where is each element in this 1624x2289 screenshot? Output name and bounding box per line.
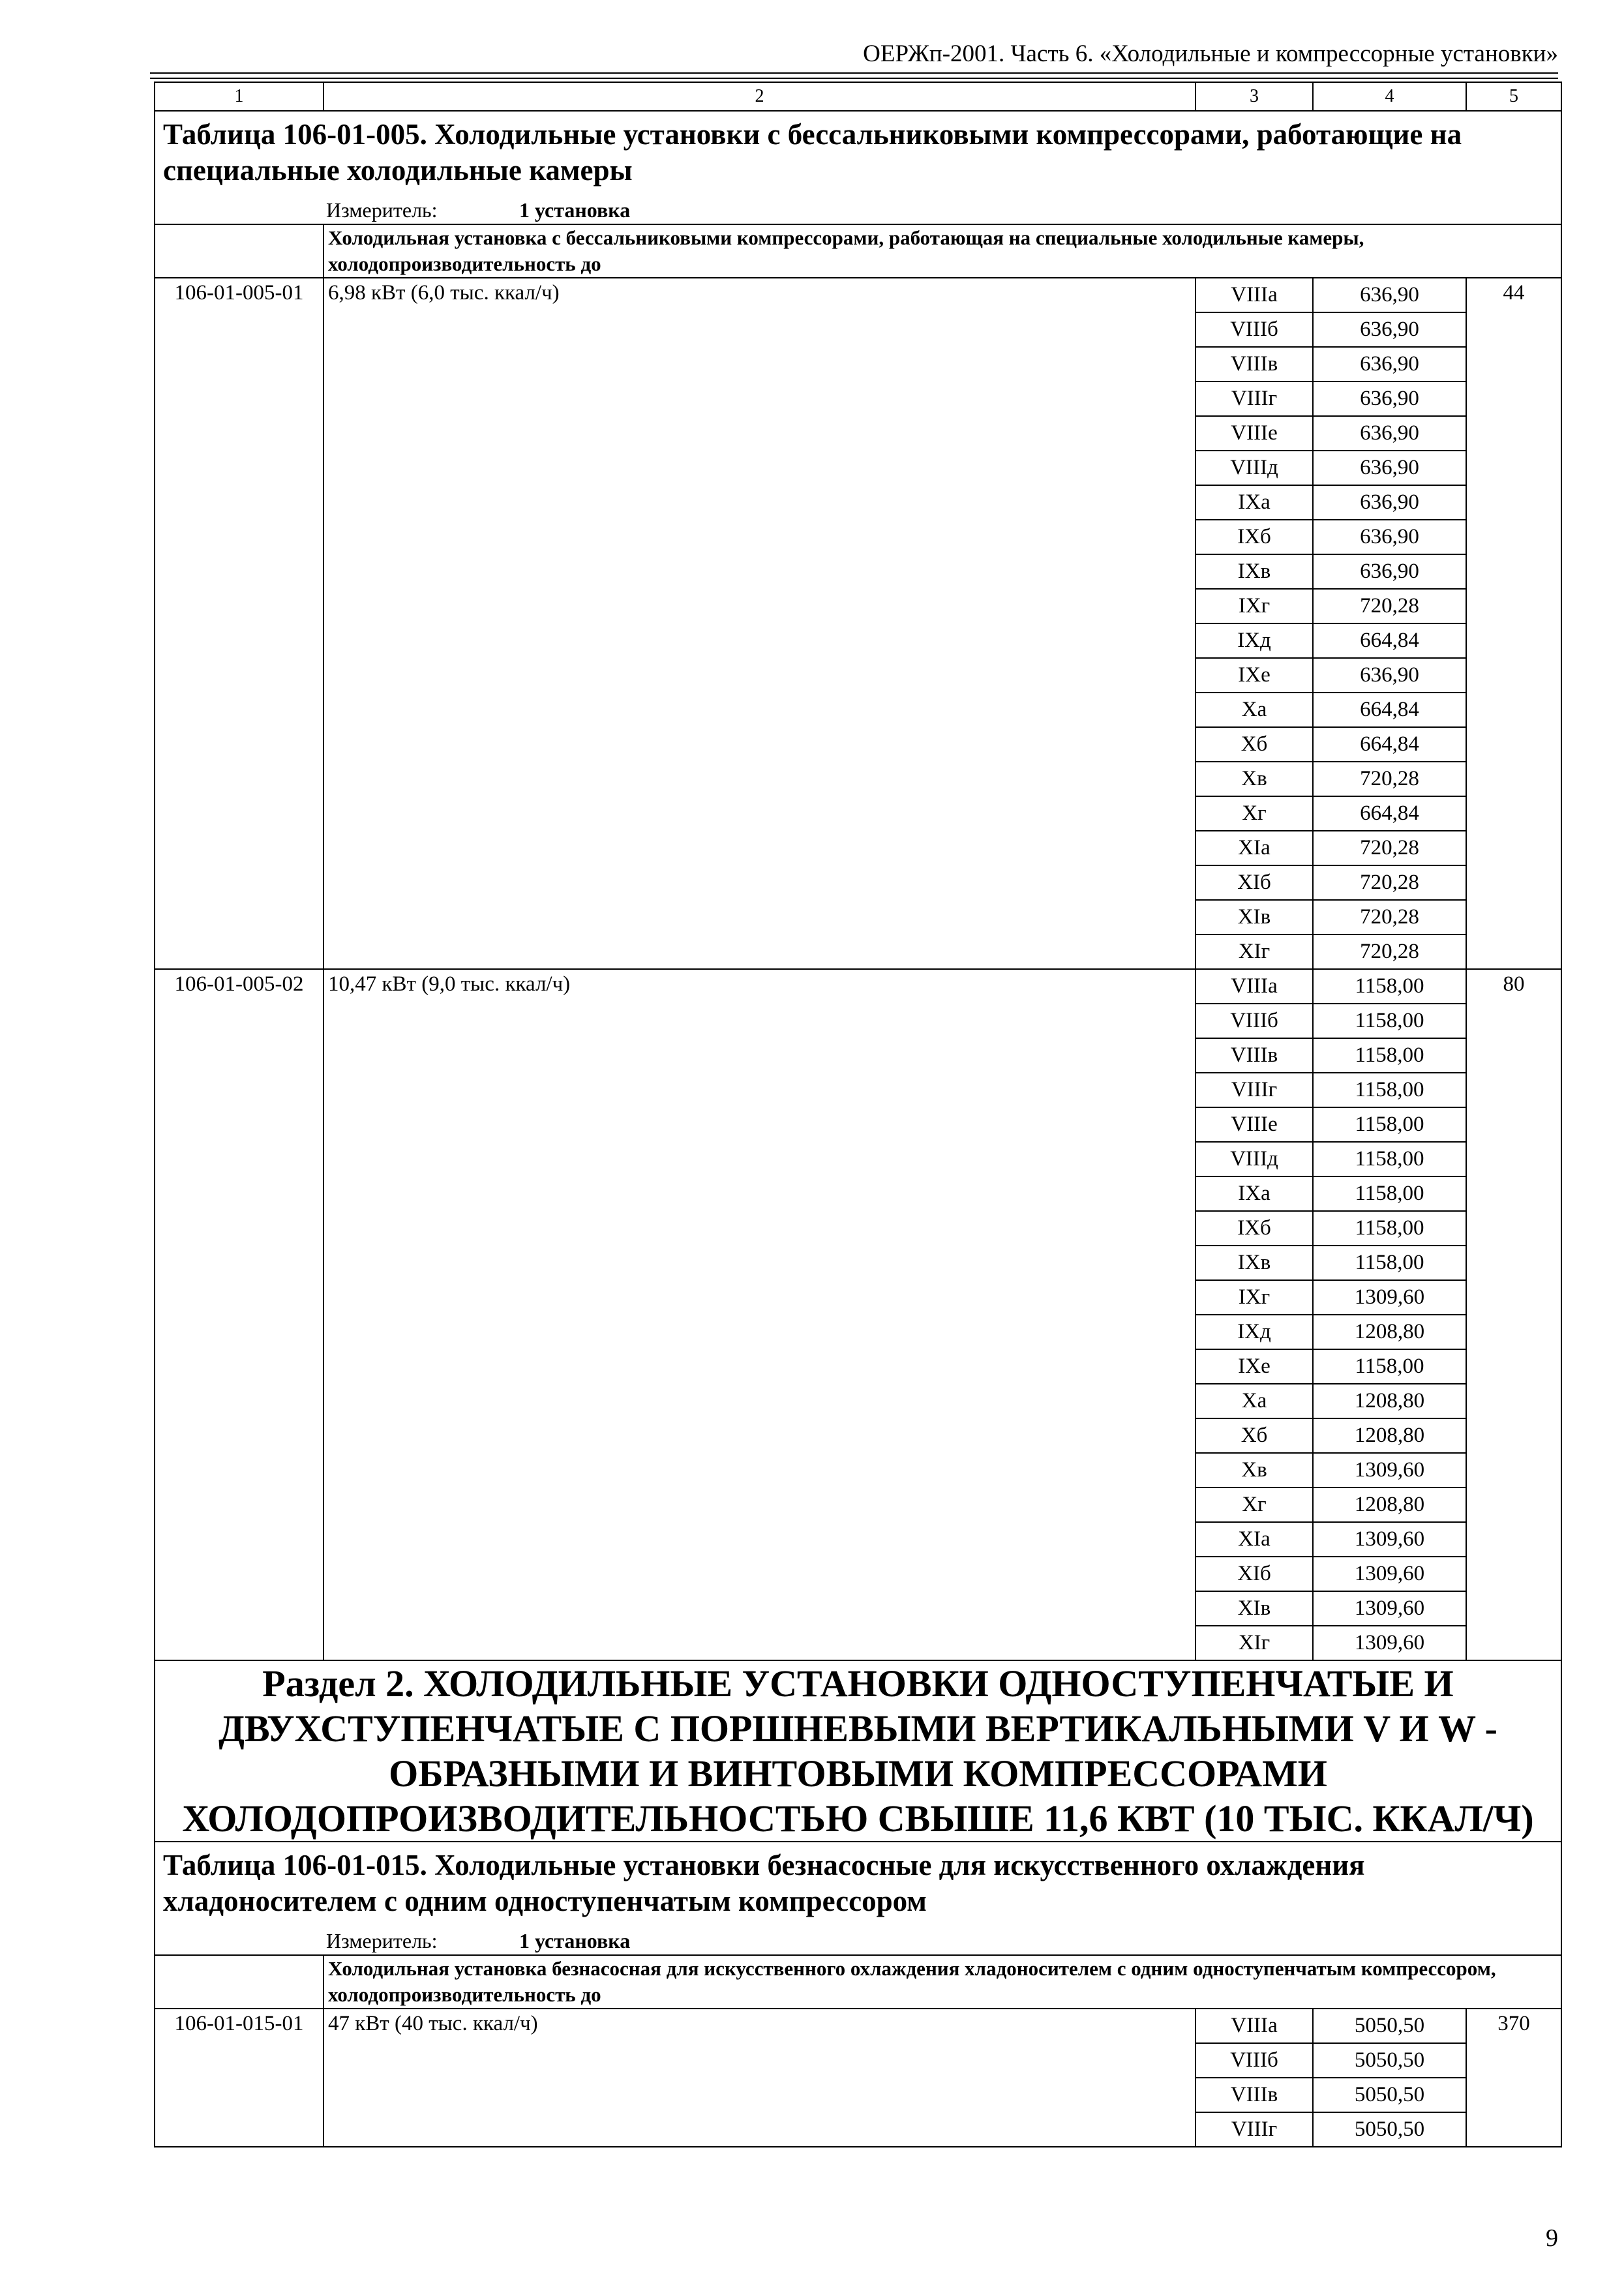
group-cell: IXб: [1195, 520, 1313, 554]
group-cell: Xа: [1195, 1384, 1313, 1418]
group-cell: IXе: [1195, 658, 1313, 693]
price-cell: 636,90: [1313, 520, 1466, 554]
price-cell: 720,28: [1313, 865, 1466, 900]
group-cell: VIIIг: [1195, 382, 1313, 416]
price-cell: 1208,80: [1313, 1488, 1466, 1522]
group-cell: VIIIб: [1195, 312, 1313, 347]
price-cell: 720,28: [1313, 589, 1466, 623]
measure-value: 1 установка: [519, 1929, 631, 1952]
group-cell: VIIIг: [1195, 1073, 1313, 1107]
price-cell: 636,90: [1313, 382, 1466, 416]
item-name: 10,47 кВт (9,0 тыс. ккал/ч): [323, 969, 1195, 1660]
price-cell: 664,84: [1313, 727, 1466, 762]
price-cell: 1158,00: [1313, 1246, 1466, 1280]
table-title: Таблица 106-01-005. Холодильные установки с бессальниковыми компрессорами, работающие на специальные холодильные камеры: [163, 118, 1462, 187]
table-title: Таблица 106-01-015. Холодильные установки безнасосные для искусственного охлаждения хладоносителем с одним одноступенчатым компрессором: [163, 1849, 1365, 1917]
description-row: [155, 1955, 1561, 2009]
table-title-row: [155, 111, 1561, 224]
measure-label: Измеритель:: [326, 1929, 438, 1952]
page-header: ОЕРЖп-2001. Часть 6. «Холодильные и компрессорные установки»: [863, 40, 1558, 67]
group-cell: VIIIв: [1195, 2078, 1313, 2112]
measure-label: Измеритель:: [326, 198, 438, 222]
table-row: [155, 969, 1561, 1004]
group-cell: Xб: [1195, 727, 1313, 762]
group-cell: VIIIб: [1195, 2043, 1313, 2078]
group-cell: IXа: [1195, 1176, 1313, 1211]
group-cell: VIIIе: [1195, 1107, 1313, 1142]
group-cell: IXг: [1195, 1280, 1313, 1315]
group-cell: XIг: [1195, 935, 1313, 969]
measure-value: 1 установка: [519, 198, 631, 222]
labor-cell: 80: [1466, 969, 1561, 1660]
labor-cell: 44: [1466, 278, 1561, 969]
group-cell: Xв: [1195, 1453, 1313, 1488]
price-cell: 1208,80: [1313, 1384, 1466, 1418]
price-cell: 720,28: [1313, 935, 1466, 969]
item-name: 47 кВт (40 тыс. ккал/ч): [323, 2009, 1195, 2147]
column-number: 2: [323, 82, 1195, 111]
table-row: [155, 278, 1561, 312]
price-cell: 664,84: [1313, 623, 1466, 658]
price-cell: 1158,00: [1313, 1211, 1466, 1246]
measure-line: [326, 1928, 1557, 1954]
group-cell: Xг: [1195, 796, 1313, 831]
table-title-row: [155, 1842, 1561, 1955]
price-cell: 1158,00: [1313, 969, 1466, 1004]
item-name: 6,98 кВт (6,0 тыс. ккал/ч): [323, 278, 1195, 969]
group-cell: IXг: [1195, 589, 1313, 623]
item-code: 106-01-015-01: [155, 2009, 323, 2147]
empty-cell: [155, 1955, 323, 2009]
group-cell: VIIIб: [1195, 1004, 1313, 1038]
price-cell: 1208,80: [1313, 1418, 1466, 1453]
item-code: 106-01-005-02: [155, 969, 323, 1660]
column-number: 4: [1313, 82, 1466, 111]
group-cell: VIIIа: [1195, 2009, 1313, 2043]
price-cell: 636,90: [1313, 416, 1466, 451]
price-table: [154, 82, 1562, 2147]
group-cell: XIа: [1195, 831, 1313, 865]
group-cell: IXа: [1195, 485, 1313, 520]
description-row: [155, 224, 1561, 278]
price-cell: 5050,50: [1313, 2009, 1466, 2043]
group-cell: Xг: [1195, 1488, 1313, 1522]
header-rule: [150, 72, 1558, 74]
price-cell: 636,90: [1313, 312, 1466, 347]
group-cell: IXд: [1195, 1315, 1313, 1349]
price-cell: 1158,00: [1313, 1142, 1466, 1176]
price-cell: 1158,00: [1313, 1107, 1466, 1142]
price-cell: 1309,60: [1313, 1591, 1466, 1626]
price-cell: 1309,60: [1313, 1453, 1466, 1488]
group-cell: Xб: [1195, 1418, 1313, 1453]
column-number: 3: [1195, 82, 1313, 111]
price-cell: 664,84: [1313, 796, 1466, 831]
empty-cell: [155, 224, 323, 278]
price-cell: 1208,80: [1313, 1315, 1466, 1349]
group-cell: XIб: [1195, 865, 1313, 900]
group-cell: XIв: [1195, 900, 1313, 935]
labor-cell: 370: [1466, 2009, 1561, 2147]
price-cell: 5050,50: [1313, 2112, 1466, 2147]
group-cell: XIг: [1195, 1626, 1313, 1660]
group-cell: VIIIа: [1195, 278, 1313, 312]
group-cell: IXв: [1195, 1246, 1313, 1280]
group-cell: Xв: [1195, 762, 1313, 796]
table-title-cell: [155, 1842, 1561, 1955]
price-cell: 636,90: [1313, 554, 1466, 589]
price-cell: 1309,60: [1313, 1557, 1466, 1591]
column-number: 1: [155, 82, 323, 111]
section-title-row: [155, 1660, 1561, 1842]
group-cell: IXд: [1195, 623, 1313, 658]
column-number-row: [155, 82, 1561, 111]
price-cell: 664,84: [1313, 693, 1466, 727]
section-title: Раздел 2. ХОЛОДИЛЬНЫЕ УСТАНОВКИ ОДНОСТУПЕНЧАТЫЕ И ДВУХСТУПЕНЧАТЫЕ С ПОРШНЕВЫМИ ВЕРТИКАЛЬНЫМИ V И W - ОБРАЗНЫМИ И ВИНТОВЫМИ КОМПРЕССОРАМИ ХОЛОДОПРОИЗВОДИТЕЛЬНОСТЬЮ СВЫШЕ 11,6 КВТ (10 ТЫС. ККАЛ/Ч): [155, 1660, 1561, 1842]
group-cell: VIIIа: [1195, 969, 1313, 1004]
price-cell: 720,28: [1313, 762, 1466, 796]
price-cell: 636,90: [1313, 658, 1466, 693]
price-cell: 5050,50: [1313, 2043, 1466, 2078]
group-cell: IXе: [1195, 1349, 1313, 1384]
group-cell: VIIIд: [1195, 1142, 1313, 1176]
table-row: [155, 2009, 1561, 2043]
page-number: 9: [1546, 2224, 1558, 2252]
price-cell: 720,28: [1313, 900, 1466, 935]
group-cell: XIб: [1195, 1557, 1313, 1591]
group-cell: VIIIв: [1195, 1038, 1313, 1073]
table-description: Холодильная установка с бессальниковыми компрессорами, работающая на специальные холодильные камеры, холодопроизводительность до: [323, 224, 1561, 278]
group-cell: VIIIе: [1195, 416, 1313, 451]
table-title-cell: [155, 111, 1561, 224]
price-cell: 1158,00: [1313, 1038, 1466, 1073]
group-cell: XIа: [1195, 1522, 1313, 1557]
price-cell: 1158,00: [1313, 1349, 1466, 1384]
header-rule: [150, 78, 1558, 79]
price-cell: 1158,00: [1313, 1073, 1466, 1107]
price-cell: 720,28: [1313, 831, 1466, 865]
group-cell: Xа: [1195, 693, 1313, 727]
group-cell: VIIIг: [1195, 2112, 1313, 2147]
group-cell: IXб: [1195, 1211, 1313, 1246]
price-cell: 1309,60: [1313, 1280, 1466, 1315]
price-cell: 636,90: [1313, 278, 1466, 312]
price-cell: 5050,50: [1313, 2078, 1466, 2112]
price-cell: 636,90: [1313, 485, 1466, 520]
price-cell: 1158,00: [1313, 1004, 1466, 1038]
price-cell: 1309,60: [1313, 1522, 1466, 1557]
column-number: 5: [1466, 82, 1561, 111]
item-code: 106-01-005-01: [155, 278, 323, 969]
table-description: Холодильная установка безнасосная для искусственного охлаждения хладоносителем с одним одноступенчатым компрессором, холодопроизводительность до: [323, 1955, 1561, 2009]
group-cell: XIв: [1195, 1591, 1313, 1626]
group-cell: VIIIд: [1195, 451, 1313, 485]
price-cell: 1158,00: [1313, 1176, 1466, 1211]
price-cell: 636,90: [1313, 347, 1466, 382]
price-cell: 636,90: [1313, 451, 1466, 485]
price-cell: 1309,60: [1313, 1626, 1466, 1660]
measure-line: [326, 198, 1557, 224]
group-cell: VIIIв: [1195, 347, 1313, 382]
group-cell: IXв: [1195, 554, 1313, 589]
